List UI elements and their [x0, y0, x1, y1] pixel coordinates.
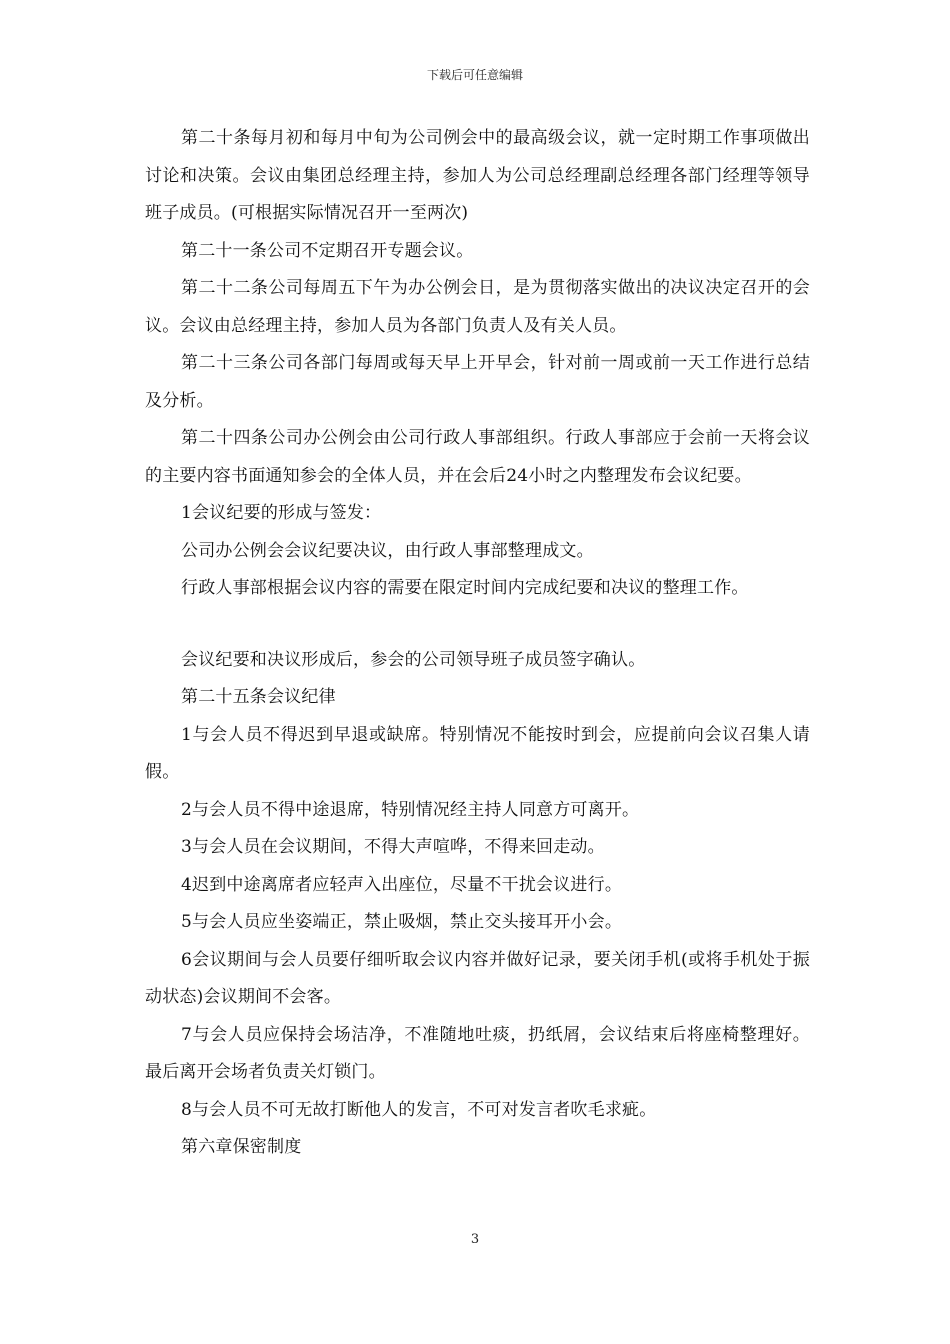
chapter-6-heading: 第六章保密制度 — [181, 1137, 302, 1157]
paragraph-article-22: 第二十二条公司每周五下午为办公例会日，是为贯彻落实做出的决议决定召开的会议。会议由总经理主持，参加人员为各部门负责人及有关人员。 — [145, 278, 810, 336]
paragraph-minutes-1: 公司办公例会会议纪要决议，由行政人事部整理成文。 — [181, 540, 594, 561]
document-body — [145, 120, 810, 1167]
paragraph-article-25: 第二十五条会议纪律 — [181, 687, 336, 707]
paragraph-rule-2: 2与会人员不得中途退席，特别情况经主持人同意方可离开。 — [181, 799, 640, 820]
paragraph-minutes-heading: 1会议纪要的形成与签发： — [181, 503, 382, 523]
paragraph-rule-6: 6会议期间与会人员要仔细听取会议内容并做好记录，要关闭手机(或将手机处于振动状态)会议期间不会客。 — [145, 949, 810, 1007]
paragraph-rule-3: 3与会人员在会议期间，不得大声喧哗，不得来回走动。 — [181, 837, 605, 857]
paragraph-article-20: 第二十条每月初和每月中旬为公司例会中的最高级会议，就一定时期工作事项做出讨论和决策。会议由集团总经理主持，参加人为公司总经理副总经理各部门经理等领导班子成员。(可根据实际情况召开一至两次) — [145, 128, 810, 223]
page-header: 下载后可任意编辑 — [426, 68, 523, 82]
paragraph-rule-4: 4迟到中途离席者应轻声入出座位，尽量不干扰会议进行。 — [181, 874, 623, 895]
paragraph-rule-1: 1与会人员不得迟到早退或缺席。特别情况不能按时到会，应提前向会议召集人请假。 — [145, 724, 810, 782]
paragraph-rule-7: 7与会人员应保持会场洁净，不准随地吐痰，扔纸屑，会议结束后将座椅整理好。最后离开会场者负责关灯锁门。 — [145, 1024, 810, 1082]
paragraph-minutes-2: 行政人事部根据会议内容的需要在限定时间内完成纪要和决议的整理工作。 — [181, 578, 749, 598]
paragraph-article-23: 第二十三条公司各部门每周或每天早上开早会，针对前一周或前一天工作进行总结及分析。 — [145, 353, 810, 411]
paragraph-minutes-3: 会议纪要和决议形成后，参会的公司领导班子成员签字确认。 — [181, 649, 646, 670]
paragraph-article-24: 第二十四条公司办公例会由公司行政人事部组织。行政人事部应于会前一天将会议的主要内容书面通知参会的全体人员，并在会后24小时之内整理发布会议纪要。 — [145, 428, 810, 486]
page-number: 3 — [470, 1232, 480, 1247]
paragraph-rule-5: 5与会人员应坐姿端正，禁止吸烟，禁止交头接耳开小会。 — [181, 912, 623, 932]
paragraph-rule-8: 8与会人员不可无故打断他人的发言，不可对发言者吹毛求疵。 — [181, 1099, 657, 1120]
paragraph-article-21: 第二十一条公司不定期召开专题会议。 — [181, 240, 474, 261]
